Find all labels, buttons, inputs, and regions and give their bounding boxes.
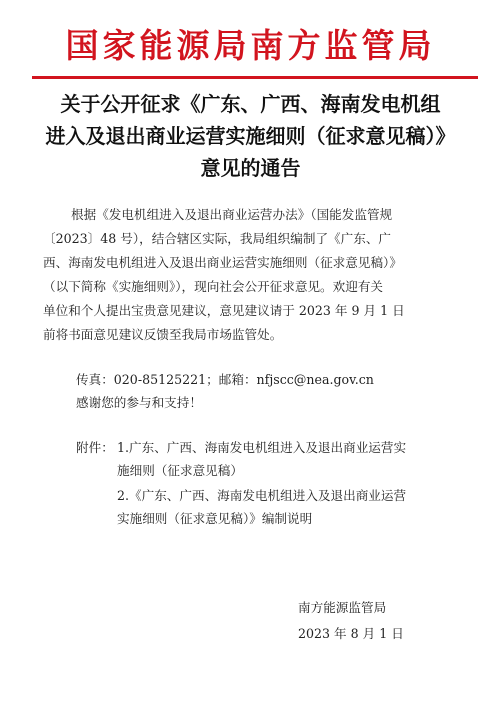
title-line: 进入及退出商业运营实施细则（征求意见稿）》 [45,124,456,148]
attachment-item: 实施细则（征求意见稿）》编制说明 [117,511,313,526]
body-paragraph-line: 西、海南发电机组进入及退出商业运营实施细则（征求意见稿）》 [43,255,402,270]
attachment-item: 2.《广东、广西、海南发电机组进入及退出商业运营 [117,488,407,503]
contact-info: 传真：020-85125221；邮箱：nfjscc@nea.gov.cn [76,372,374,387]
thanks-text: 感谢您的参与和支持！ [76,395,202,410]
signature-org: 南方能源监管局 [298,600,387,615]
attachments-label: 附件： [76,440,114,455]
body-paragraph-line: 〔2023〕48 号），结合辖区实际，我局组织编制了《广东、广 [43,231,392,246]
body-paragraph-line: 前将书面意见建议反馈至我局市场监管处。 [43,327,283,342]
body-paragraph-line: （以下简称《实施细则》），现向社会公开征求意见。欢迎有关 [43,279,384,294]
attachment-item: 施细则（征求意见稿） [117,463,243,478]
title-line: 关于公开征求《广东、广西、海南发电机组 [60,92,441,116]
attachment-item: 1.广东、广西、海南发电机组进入及退出商业运营实 [117,440,407,455]
body-paragraph-line: 单位和个人提出宝贵意见建议，意见建议请于 2023 年 9 月 1 日 [43,303,405,318]
title-line: 意见的通告 [200,156,301,180]
signature-date: 2023 年 8 月 1 日 [298,626,404,641]
notice-title [30,88,471,184]
issuer-header: 国家能源局南方监管局 [65,26,436,65]
body-paragraph-line: 根据《发电机组进入及退出商业运营办法》（国能发监管规 [71,207,393,222]
red-divider [32,76,478,79]
